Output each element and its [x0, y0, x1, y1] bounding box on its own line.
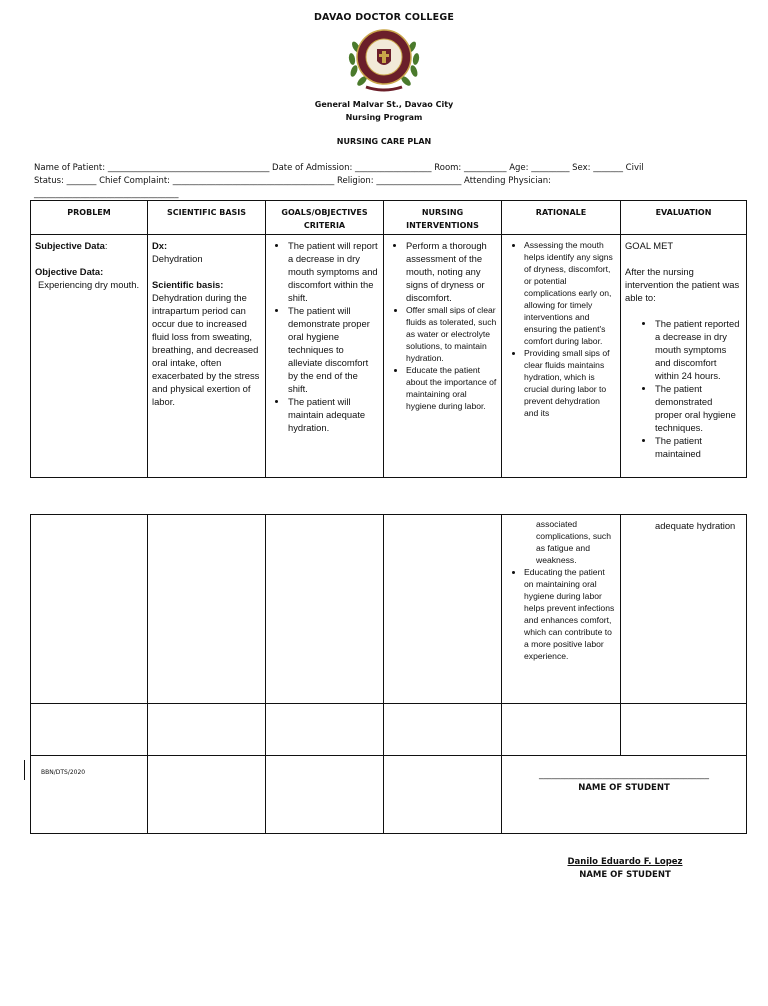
empty-cell — [148, 515, 266, 704]
header-rationale: RATIONALE — [502, 201, 621, 235]
patient-info-line-1: Name of Patient: ______________________________________ Date of Admission: __________________ Room: __________ Age: _________ Sex: _______ Civil — [34, 163, 644, 173]
interventions-cell — [384, 235, 502, 478]
header-interventions-line-2: INTERVENTIONS — [406, 221, 479, 230]
intervention-text: Offer small sips of clear fluids as tolerated, such as water or electrolyte solutions, to maintain hydration. — [406, 305, 497, 363]
subjective-colon: : — [104, 240, 108, 251]
scientific-basis-cell — [148, 235, 266, 478]
college-name: DAVAO DOCTOR COLLEGE — [313, 12, 455, 23]
empty-cell — [384, 515, 502, 704]
empty-cell — [621, 704, 747, 756]
goal-item: • The patient will demonstrate proper oral hygiene techniques to alleviate discomfort by the end of the shift. — [288, 304, 379, 395]
evaluation-item: • The patient maintained — [655, 434, 742, 460]
rationale-item: • Educating the patient on maintaining oral hygiene during labor helps prevent infections and enhances comfort, which can contribute to a more positive labor experience. — [524, 566, 616, 662]
empty-cell — [31, 515, 148, 704]
header-scientific-basis: SCIENTIFIC BASIS — [148, 201, 266, 235]
intervention-item — [406, 364, 497, 412]
header-interventions-line-1: NURSING — [421, 208, 464, 217]
evaluation-item: • The patient reported a decrease in dry mouth symptoms and discomfort within 24 hours. — [655, 317, 742, 382]
subjective-label: Subjective Data — [35, 240, 105, 251]
patient-info-line-3: __________________________________ — [34, 189, 179, 199]
intervention-text: Perform a thorough assessment of the mouth, noting any signs of dryness or discomfort. — [406, 240, 487, 303]
empty-cell — [266, 515, 384, 704]
objective-text: Experiencing dry mouth. — [38, 279, 140, 290]
patient-info-line-2: Status: _______ Chief Complaint: ______________________________________ Religion: ____________________ Attending Physician: — [34, 176, 552, 186]
empty-cell — [384, 756, 502, 834]
student-name: Danilo Eduardo F. Lopez — [567, 857, 683, 867]
college-seal-logo — [344, 25, 424, 93]
care-plan-table-page-1 — [30, 200, 747, 478]
signature-line: ________________________________________ — [539, 770, 709, 780]
diagnosis-label: Dx: — [152, 240, 168, 251]
evaluation-continued-cell — [621, 515, 747, 704]
header-goals-line-1: GOALS/OBJECTIVES — [281, 208, 368, 217]
empty-cell — [148, 704, 266, 756]
text-cursor — [24, 760, 25, 780]
college-address: General Malvar St., Davao City — [314, 100, 454, 109]
empty-cell — [148, 756, 266, 834]
rationale-item: • Providing small sips of clear fluids maintains hydration, which is crucial during labor to prevent dehydration and its — [524, 347, 616, 419]
rationale-continued-text: associated complications, such as fatigue and weakness. — [536, 519, 611, 565]
empty-cell — [31, 704, 148, 756]
evaluation-item: • The patient demonstrated proper oral hygiene techniques. — [655, 382, 742, 434]
intervention-item — [406, 304, 497, 364]
intervention-item — [406, 239, 497, 304]
goal-item: • The patient will maintain adequate hydration. — [288, 395, 379, 434]
empty-cell — [384, 704, 502, 756]
goals-cell — [266, 235, 384, 478]
goal-item: • The patient will report a decrease in dry mouth symptoms and discomfort within the shift. — [288, 239, 379, 304]
header-interventions — [384, 201, 502, 235]
evaluation-cell — [621, 235, 747, 478]
objective-label: Objective Data: — [35, 266, 104, 277]
rationale-item: • Assessing the mouth helps identify any signs of dryness, discomfort, or potential complications early on, allowing for timely interventions and ensuring the patient's comfort during labor. — [524, 239, 616, 347]
form-code: BBN/DTS/2020 — [41, 769, 86, 776]
header-evaluation: EVALUATION — [621, 201, 747, 235]
evaluation-continued-text: adequate hydration — [655, 520, 736, 531]
empty-cell — [266, 704, 384, 756]
form-code-cell — [31, 756, 148, 834]
program-name: Nursing Program — [345, 113, 423, 122]
header-goals-line-2: CRITERIA — [303, 221, 346, 230]
problem-cell — [31, 235, 148, 478]
scientific-basis-label: Scientific basis: — [152, 279, 224, 290]
subjective-data — [35, 239, 143, 252]
empty-cell — [266, 756, 384, 834]
header-problem: PROBLEM — [31, 201, 148, 235]
name-of-student-label: NAME OF STUDENT — [578, 783, 670, 793]
scientific-basis-text: Dehydration during the intrapartum period can occur due to increased fluid loss from sweating, breathing, and decreased oral intake, often exacerbated by the stress and physical exertion of labor. — [152, 292, 260, 407]
student-name-label: NAME OF STUDENT — [579, 870, 671, 880]
plan-title: NURSING CARE PLAN — [336, 137, 432, 146]
rationale-continued-cell — [502, 515, 621, 704]
signature-cell — [502, 756, 747, 834]
evaluation-intro: After the nursing intervention the patient was able to: — [625, 266, 740, 303]
header-goals — [266, 201, 384, 235]
rationale-cell — [502, 235, 621, 478]
intervention-text: Educate the patient about the importance of maintaining oral hygiene during labor. — [406, 365, 497, 411]
care-plan-table-page-2 — [30, 514, 747, 834]
evaluation-status: GOAL MET — [625, 240, 674, 251]
diagnosis: Dehydration — [152, 253, 203, 264]
empty-cell — [502, 704, 621, 756]
